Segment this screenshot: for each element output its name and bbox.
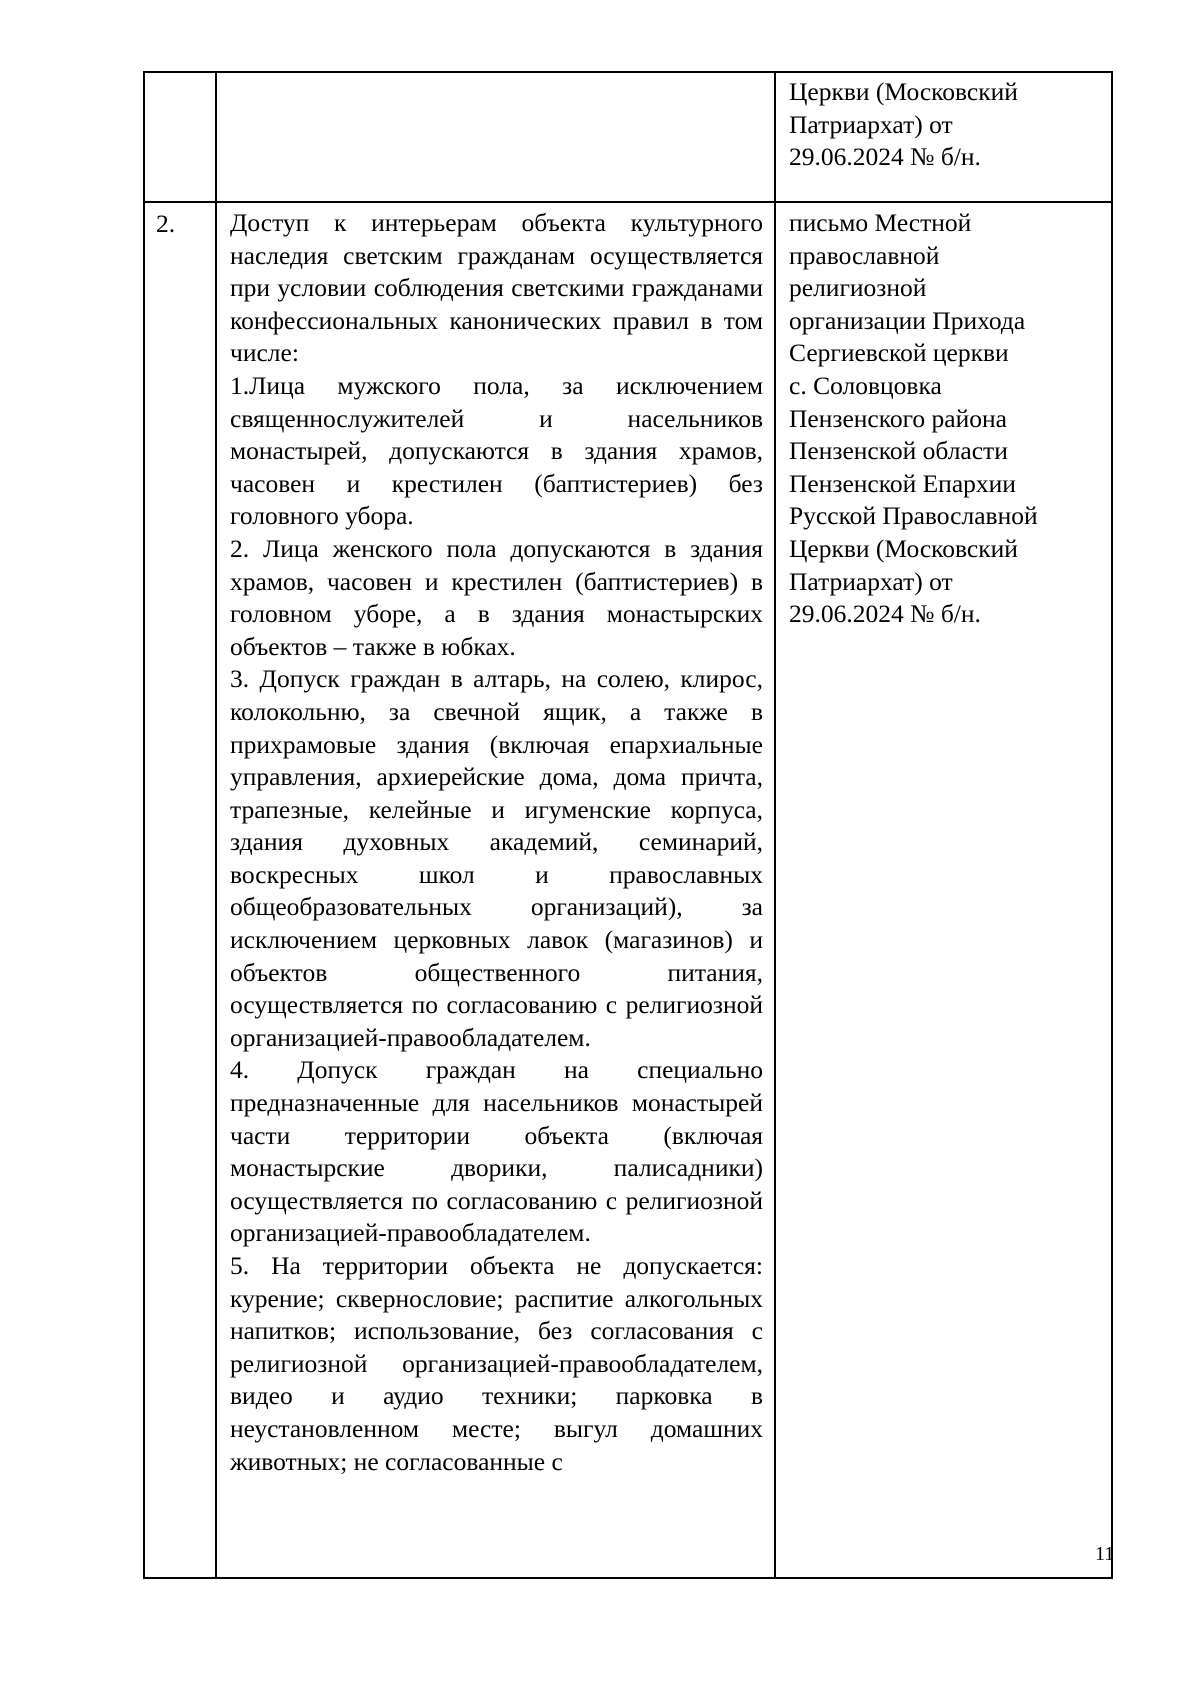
description-cell — [216, 72, 775, 202]
source-line: 29.06.2024 № б/н. — [789, 142, 981, 172]
source-cell — [775, 72, 1112, 202]
source-line: религиозной — [789, 273, 927, 303]
table-row-continued — [144, 72, 1112, 202]
source-line: организации Прихода — [789, 305, 1026, 335]
source-line: Русской Православной — [789, 501, 1038, 531]
requirements-table — [143, 71, 1113, 1579]
source-line: Церкви (Московский — [789, 77, 1018, 106]
paragraph: 3. Допуск граждан в алтарь, на солею, клирос, колокольню, за свечной ящик, а также в прихрамовые здания (включая епархиальные управления, архиерейские дома, дома причта, трапезные, келейные и игуменские корпуса, здания духовных академий, семинарий, воскресных школ и православных общеобразовательных организаций), за исключением церковных лавок (магазинов) и объектов общественного питания, осуществляется по согласованию с религиозной организацией-правообладателем. — [230, 664, 763, 1052]
page-number: 11 — [1095, 1543, 1115, 1565]
source-line: Патриархат) от — [789, 109, 953, 139]
source-line: Пензенской Епархии — [789, 468, 1016, 498]
source-line: письмо Местной — [789, 208, 972, 237]
source-line: Пензенского района — [789, 403, 1007, 433]
paragraph: 1.Лица мужского пола, за исключением священнослужителей и насельников монастырей, допускаются в здания храмов, часовен и крестилен (баптистериев) без головного убора. — [230, 370, 763, 531]
source-cell — [775, 202, 1115, 1578]
source-line: Сергиевской церкви — [789, 338, 1009, 368]
source-text — [776, 73, 1111, 174]
paragraph: 4. Допуск граждан на специально предназначенные для насельников монастырей части территории объекта (включая монастырские дворики, палисадники) осуществляется по согласованию с религиозной организацией-правообладателем. — [230, 1055, 763, 1248]
source-line: Патриархат) от — [789, 566, 953, 596]
source-line: Пензенской области — [789, 436, 1008, 466]
table-row-2 — [144, 202, 1112, 1578]
row-number-cell: 2. — [144, 202, 216, 1578]
paragraph: 2. Лица женского пола допускаются в здания храмов, часовен и крестилен (баптистериев) в головном уборе, а в здания монастырских объектов – также в юбках. — [230, 533, 763, 661]
source-line: с. Соловцовка — [789, 370, 942, 400]
row-number-cell — [144, 72, 216, 202]
source-line: Церкви (Московский — [789, 533, 1018, 563]
source-line: 29.06.2024 № б/н. — [789, 599, 981, 629]
paragraph: 5. На территории объекта не допускается: курение; сквернословие; распитие алкогольных напитков; использование, без согласования с религиозной организацией-правообладателем, видео и аудио техники; парковка в неустановленном месте; выгул домашних животных; не согласованные с — [230, 1251, 763, 1476]
paragraph: Доступ к интерьерам объекта культурного наследия светским гражданам осуществляется при условии соблюдения светскими гражданами конфессиональных канонических правил в том числе: — [230, 208, 763, 368]
description-cell — [216, 202, 775, 1578]
source-line: православной — [789, 240, 940, 270]
